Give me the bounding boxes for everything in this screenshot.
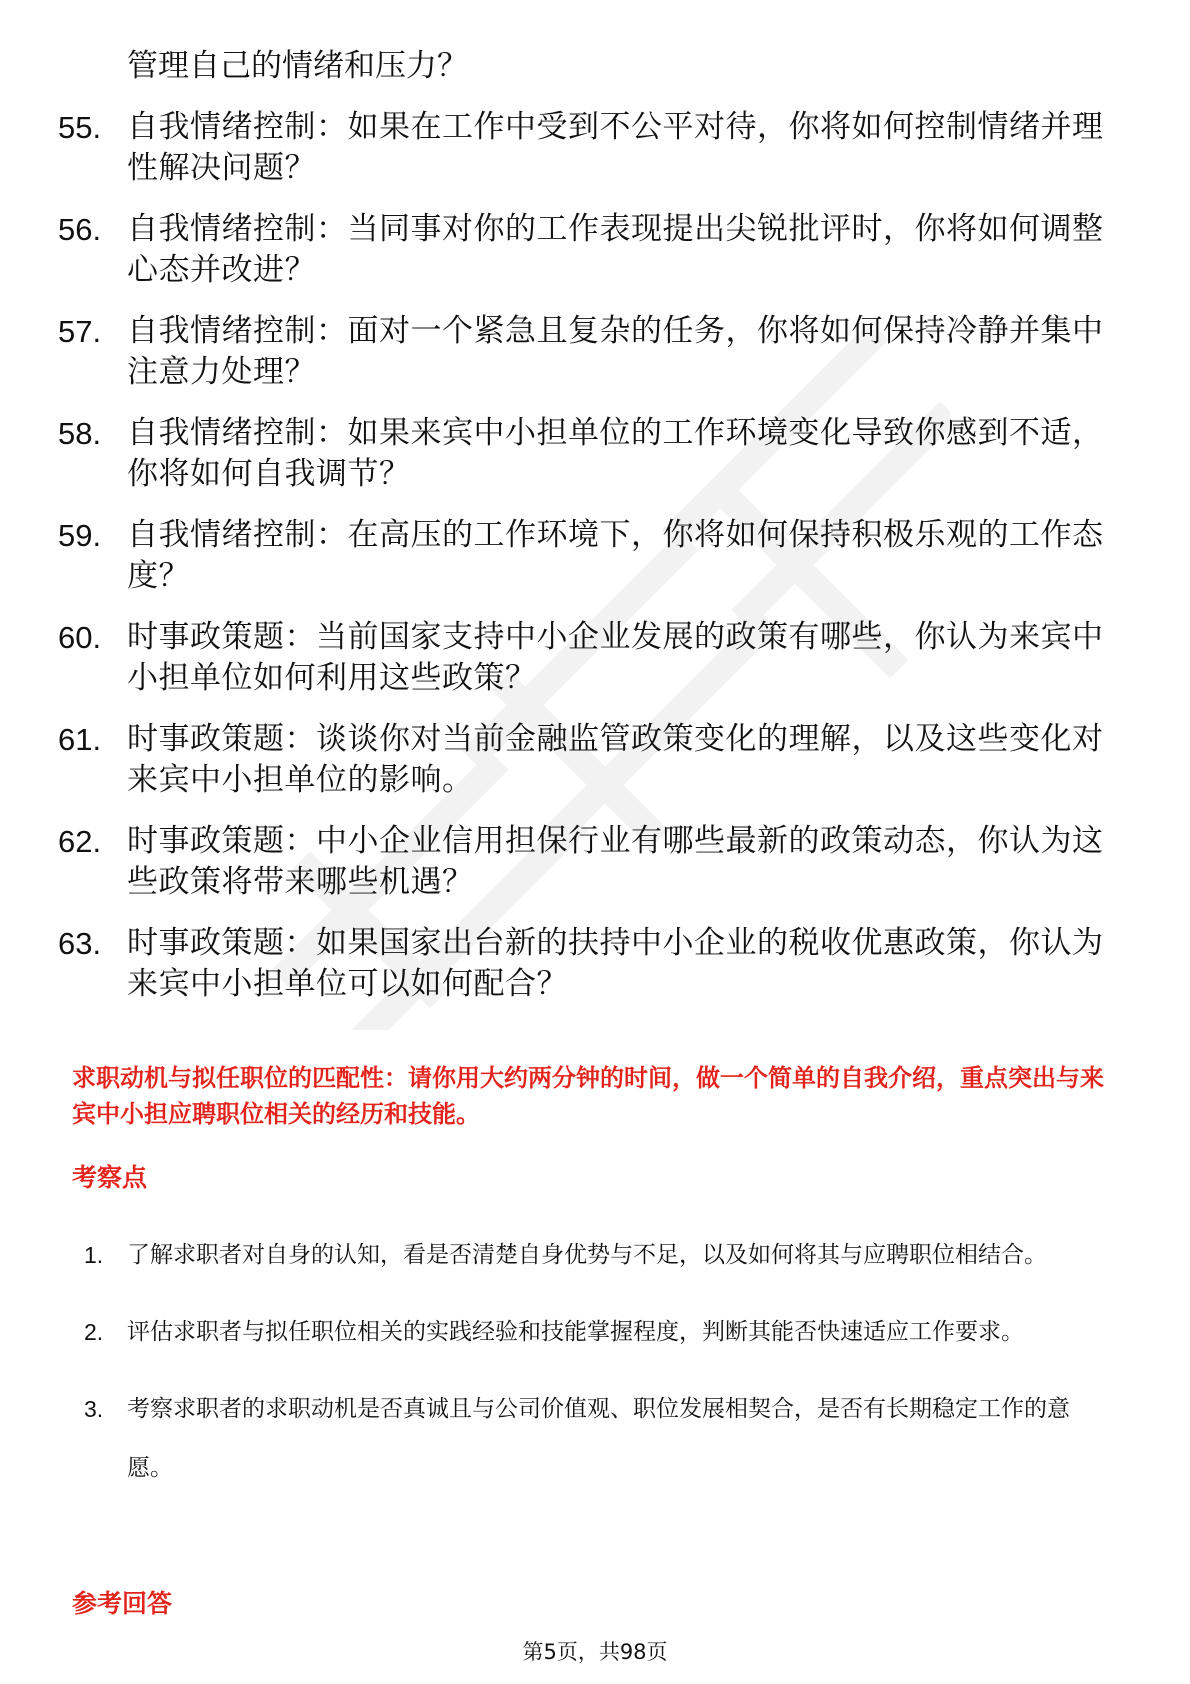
question-text: 自我情绪控制：当同事对你的工作表现提出尖锐批评时，你将如何调整心态并改进？ bbox=[127, 211, 1104, 288]
question-item bbox=[0, 209, 1190, 291]
question-number: 58. bbox=[58, 416, 102, 451]
question-number: 63. bbox=[58, 926, 102, 961]
question-text: 自我情绪控制：面对一个紧急且复杂的任务，你将如何保持冷静并集中注意力处理？ bbox=[127, 313, 1104, 390]
continued-question-text: 管理自己的情绪和压力？ bbox=[127, 48, 468, 84]
question-text: 自我情绪控制：如果来宾中小担单位的工作环境变化导致你感到不适，你将如何自我调节？ bbox=[127, 415, 1104, 492]
observation-item bbox=[0, 1303, 1190, 1362]
observation-list bbox=[0, 1226, 1190, 1516]
observation-number: 3. bbox=[84, 1396, 104, 1422]
question-item bbox=[0, 107, 1190, 189]
question-item bbox=[0, 311, 1190, 393]
reference-answer-heading: 参考回答 bbox=[72, 1589, 173, 1618]
observation-text: 了解求职者对自身的认知，看是否清楚自身优势与不足，以及如何将其与应聘职位相结合。 bbox=[127, 1242, 1047, 1268]
question-number: 55. bbox=[58, 110, 102, 145]
question-text: 自我情绪控制：如果在工作中受到不公平对待，你将如何控制情绪并理性解决问题？ bbox=[127, 109, 1104, 186]
question-text: 时事政策题：当前国家支持中小企业发展的政策有哪些，你认为来宾中小担单位如何利用这些政策？ bbox=[127, 619, 1104, 696]
question-item bbox=[0, 719, 1190, 801]
section-question-heading: 求职动机与拟任职位的匹配性：请你用大约两分钟的时间，做一个简单的自我介绍，重点突出与来宾中小担应聘职位相关的经历和技能。 bbox=[72, 1064, 1104, 1128]
observation-number: 1. bbox=[84, 1242, 104, 1268]
question-number: 62. bbox=[58, 824, 102, 859]
question-number: 61. bbox=[58, 722, 102, 757]
observation-item bbox=[0, 1226, 1190, 1285]
question-item bbox=[0, 413, 1190, 495]
question-number: 60. bbox=[58, 620, 102, 655]
question-text: 自我情绪控制：在高压的工作环境下，你将如何保持积极乐观的工作态度？ bbox=[127, 517, 1104, 594]
question-text: 时事政策题：如果国家出台新的扶持中小企业的税收优惠政策，你认为来宾中小担单位可以如何配合？ bbox=[127, 925, 1104, 1002]
question-text: 时事政策题：谈谈你对当前金融监管政策变化的理解，以及这些变化对来宾中小担单位的影响。 bbox=[127, 721, 1104, 798]
question-item bbox=[0, 923, 1190, 1005]
question-item bbox=[0, 821, 1190, 903]
question-number: 57. bbox=[58, 314, 102, 349]
question-text: 时事政策题：中小企业信用担保行业有哪些最新的政策动态，你认为这些政策将带来哪些机遇？ bbox=[127, 823, 1104, 900]
question-item bbox=[0, 617, 1190, 699]
observation-text: 评估求职者与拟任职位相关的实践经验和技能掌握程度，判断其能否快速适应工作要求。 bbox=[127, 1319, 1024, 1345]
page-footer: 第5页，共98页 bbox=[522, 1640, 668, 1664]
observation-text: 考察求职者的求职动机是否真诚且与公司价值观、职位发展相契合，是否有长期稳定工作的意愿。 bbox=[127, 1396, 1070, 1481]
question-number: 56. bbox=[58, 212, 102, 247]
question-number: 59. bbox=[58, 518, 102, 553]
question-list bbox=[0, 46, 1190, 1025]
observation-heading: 考察点 bbox=[72, 1163, 148, 1192]
observation-number: 2. bbox=[84, 1319, 104, 1345]
question-item bbox=[0, 515, 1190, 597]
observation-item bbox=[0, 1380, 1190, 1498]
